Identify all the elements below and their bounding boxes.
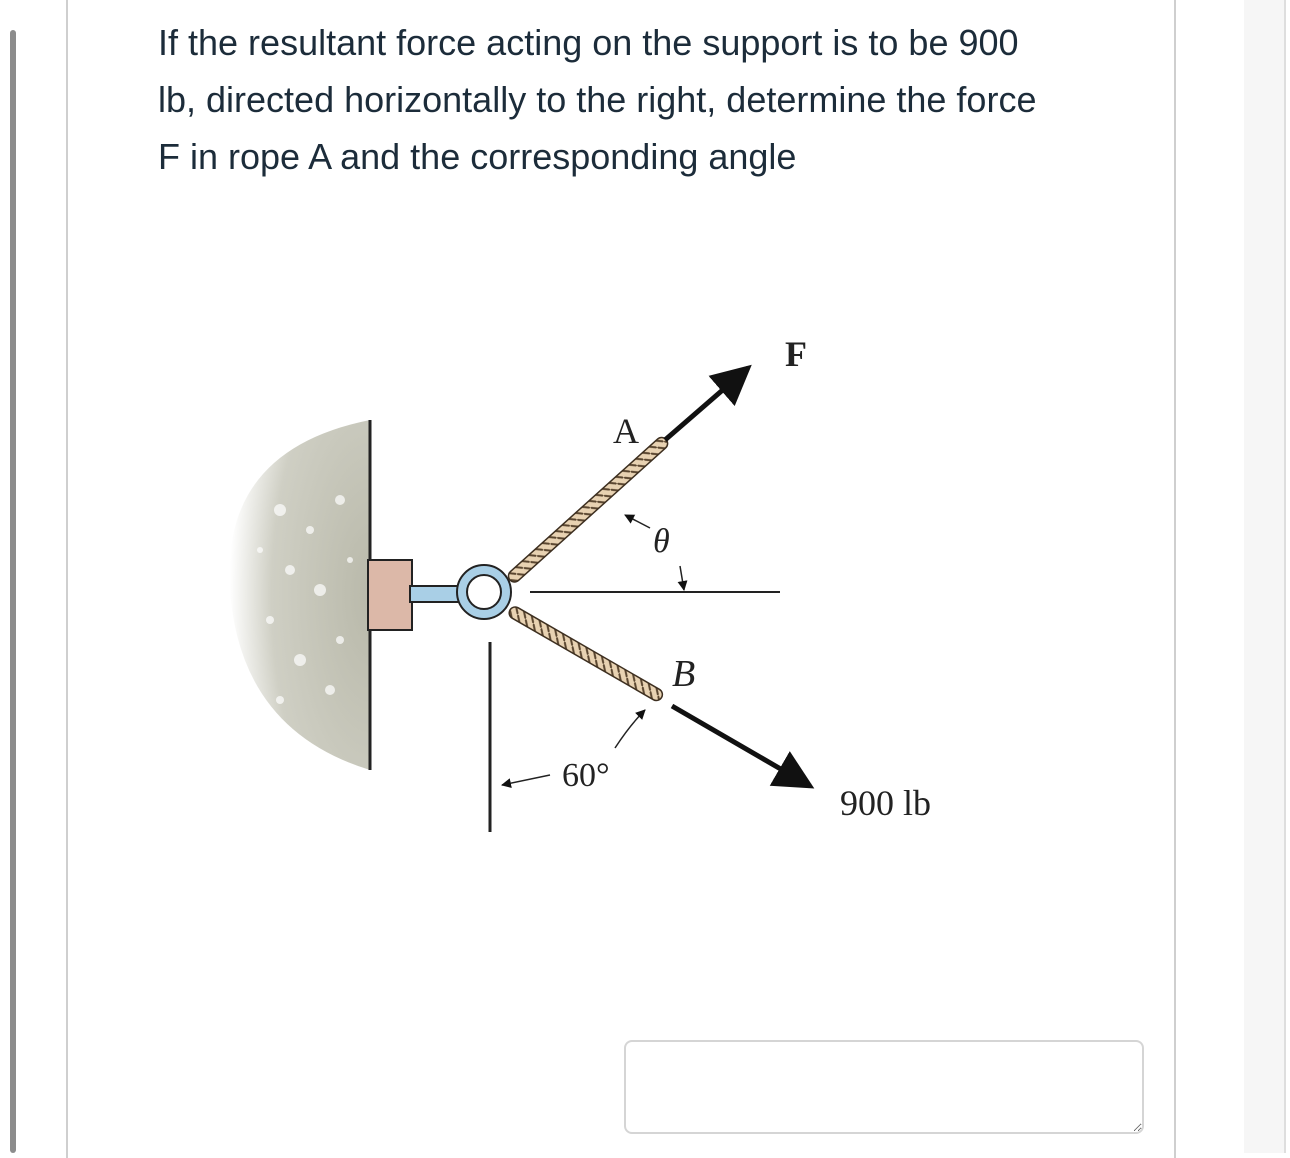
rope-b <box>507 605 665 703</box>
force-diagram <box>220 320 1000 840</box>
label-a: A <box>613 411 639 451</box>
angle-arrow-left <box>502 775 550 785</box>
rope-a <box>506 435 670 584</box>
label-theta: θ <box>653 523 670 560</box>
label-b: B <box>672 653 696 695</box>
label-f: F <box>785 334 807 374</box>
support-block <box>368 560 412 630</box>
left-scrollbar[interactable] <box>10 30 16 1153</box>
answer-input[interactable] <box>624 1040 1144 1134</box>
question-text: If the resultant force acting on the support is to be 900 lb, directed horizontally to the right, determine the force F in rope A and the corresponding angle <box>158 22 1037 177</box>
eye-ring <box>462 570 506 614</box>
theta-arrow-upper <box>625 515 650 528</box>
theta-arrow-lower <box>680 566 684 590</box>
wall-surface <box>229 420 370 770</box>
label-900-lb: 900 lb <box>840 783 932 823</box>
angle-arrow-right <box>615 710 645 748</box>
force-f-arrow <box>665 368 748 440</box>
bolt-shank <box>410 586 460 602</box>
label-60-degrees: 60° <box>562 757 610 794</box>
right-gutter <box>1244 0 1286 1153</box>
force-900lb-arrow <box>672 706 810 786</box>
